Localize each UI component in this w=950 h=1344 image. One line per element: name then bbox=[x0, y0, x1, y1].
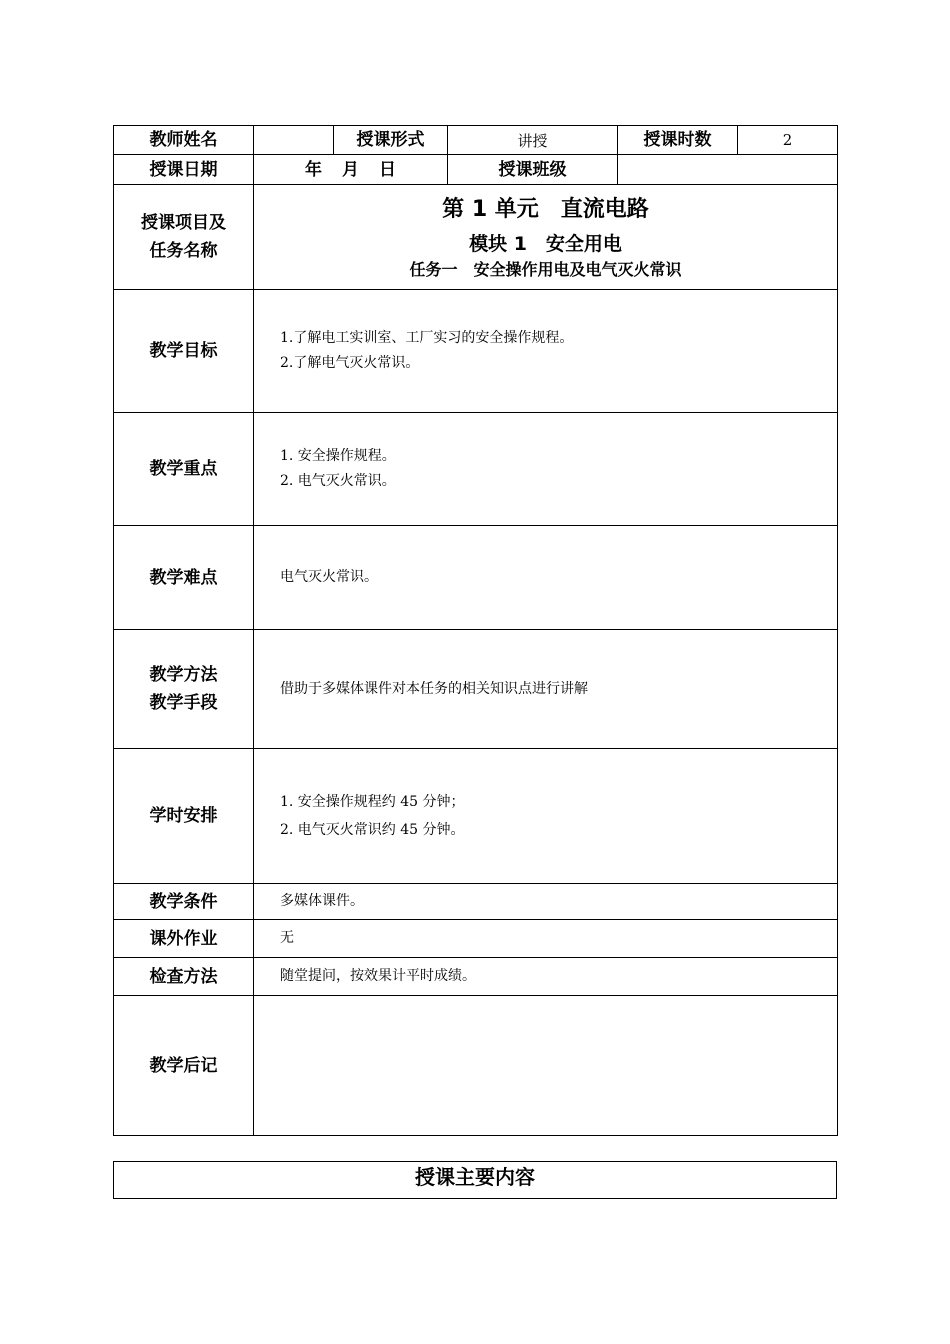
form-value: 讲授 bbox=[448, 126, 618, 155]
date-label: 授课日期 bbox=[114, 155, 254, 185]
difficulties-content bbox=[254, 526, 838, 630]
unit-title: 第 1 单元 直流电路 bbox=[442, 197, 649, 222]
schedule-label: 学时安排 bbox=[114, 749, 254, 884]
difficulties-label: 教学难点 bbox=[114, 526, 254, 630]
row-difficulties bbox=[114, 526, 838, 630]
key-points-line-1: 1. 安全操作规程。 bbox=[280, 448, 396, 464]
task-title: 任务一 安全操作用电及电气灭火常识 bbox=[409, 260, 682, 279]
row-conditions bbox=[114, 884, 838, 920]
teacher-value bbox=[254, 126, 334, 155]
row-key-points bbox=[114, 413, 838, 526]
project-label bbox=[114, 185, 254, 290]
check-label: 检查方法 bbox=[114, 958, 254, 996]
key-points-line-2: 2. 电气灭火常识。 bbox=[280, 473, 396, 489]
row-schedule bbox=[114, 749, 838, 884]
conditions-label: 教学条件 bbox=[114, 884, 254, 920]
notes-content bbox=[254, 996, 838, 1136]
teacher-label: 教师姓名 bbox=[114, 126, 254, 155]
schedule-line-1: 1. 安全操作规程约 45 分钟； bbox=[280, 794, 465, 810]
key-points-label: 教学重点 bbox=[114, 413, 254, 526]
conditions-content bbox=[254, 884, 838, 920]
row-check bbox=[114, 958, 838, 996]
homework-line-1: 无 bbox=[280, 930, 294, 946]
conditions-line-1: 多媒体课件。 bbox=[280, 893, 364, 909]
project-label-line1: 授课项目及 bbox=[141, 213, 226, 233]
main-content-title: 授课主要内容 bbox=[113, 1161, 837, 1199]
project-label-line2: 任务名称 bbox=[149, 241, 218, 261]
class-value bbox=[618, 155, 838, 185]
methods-label bbox=[114, 630, 254, 749]
methods-label-line1: 教学方法 bbox=[149, 665, 218, 685]
homework-content bbox=[254, 920, 838, 958]
lesson-plan-table bbox=[113, 125, 838, 1136]
row-teacher bbox=[114, 126, 838, 155]
objectives-label: 教学目标 bbox=[114, 290, 254, 413]
key-points-content bbox=[254, 413, 838, 526]
methods-line-1: 借助于多媒体课件对本任务的相关知识点进行讲解 bbox=[280, 680, 588, 697]
class-label: 授课班级 bbox=[448, 155, 618, 185]
row-methods bbox=[114, 630, 838, 749]
objectives-content bbox=[254, 290, 838, 413]
objectives-line-1: 1.了解电工实训室、工厂实习的安全操作规程。 bbox=[280, 330, 574, 346]
module-title: 模块 1 安全用电 bbox=[469, 233, 622, 255]
homework-label: 课外作业 bbox=[114, 920, 254, 958]
difficulties-line-1: 电气灭火常识。 bbox=[280, 569, 378, 585]
row-date bbox=[114, 155, 838, 185]
notes-label: 教学后记 bbox=[114, 996, 254, 1136]
date-value bbox=[254, 155, 448, 185]
check-line-1: 随堂提问，按效果计平时成绩。 bbox=[280, 968, 476, 984]
methods-label-line2: 教学手段 bbox=[149, 693, 218, 713]
date-year: 年 bbox=[305, 159, 322, 180]
schedule-line-2: 2. 电气灭火常识约 45 分钟。 bbox=[280, 822, 465, 838]
row-homework bbox=[114, 920, 838, 958]
hours-value: 2 bbox=[738, 126, 838, 155]
methods-content bbox=[254, 630, 838, 749]
schedule-content bbox=[254, 749, 838, 884]
hours-label: 授课时数 bbox=[618, 126, 738, 155]
form-label: 授课形式 bbox=[334, 126, 448, 155]
project-title-cell bbox=[254, 185, 838, 290]
date-month: 月 bbox=[342, 159, 359, 180]
row-project bbox=[114, 185, 838, 290]
row-objectives bbox=[114, 290, 838, 413]
date-day: 日 bbox=[379, 159, 396, 180]
check-content bbox=[254, 958, 838, 996]
row-notes bbox=[114, 996, 838, 1136]
objectives-line-2: 2.了解电气灭火常识。 bbox=[280, 355, 420, 371]
